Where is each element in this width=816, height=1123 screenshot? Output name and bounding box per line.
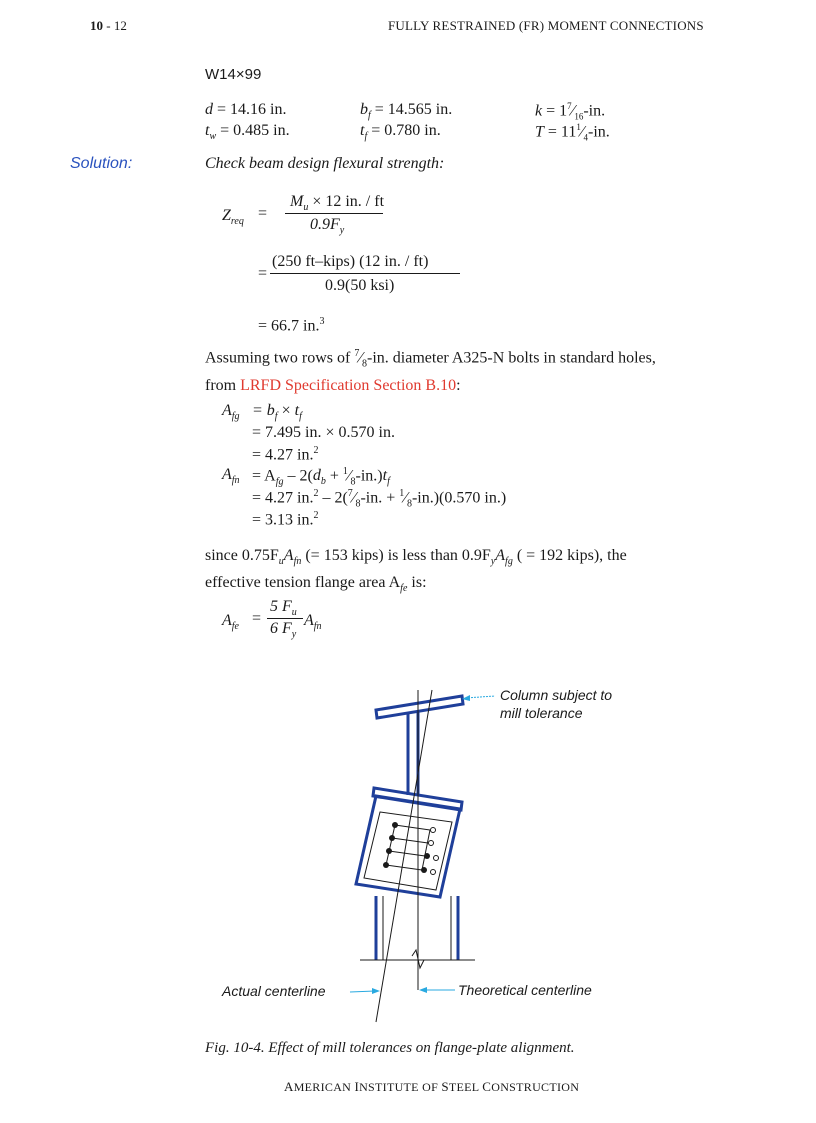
zreq-eq1: = [258, 205, 268, 222]
prop-bf: $b_f = 14.565$ in. [360, 101, 453, 122]
plate-inner [364, 812, 452, 890]
callout-column-line1: Column subject to [500, 687, 613, 703]
afg-l4: = $A_{fg} - 2(d_b$ + $^1⁄_8-in.)t_f$ [252, 466, 390, 488]
afe-eq: = [252, 610, 262, 627]
prop-tw: $t_w = 0.485$ in. [205, 122, 290, 143]
afe-num: 5 $F_u$ [270, 598, 297, 619]
zreq-num1: $M_u \times 12$ in. / ft [290, 193, 385, 214]
theoretical-callout-arrow [419, 987, 427, 993]
zreq-num2: (250 ft–kips) (12 in. / ft) [272, 253, 429, 270]
afg-l1: = $b_f \times t_f$ [252, 402, 302, 423]
section-shape: W14×99 [205, 66, 262, 83]
zreq-eq2: = [258, 265, 268, 282]
afe-lhs: $A_{fe}$ [222, 612, 239, 633]
afn-lhs: $A_{fn}$ [222, 466, 240, 487]
zreq-lhs: $Z_{req}$ [222, 207, 244, 228]
afe-den: 6 $F_y$ [270, 620, 297, 641]
callout-column-line2: mill tolerance [500, 705, 583, 721]
afg-l5: = 4.27 $in.^2 - 2(^7⁄_8-in$. + $^1⁄_8-in.)(0.570$ in.) [252, 488, 507, 510]
bolt-holes [429, 828, 439, 875]
callout-actual-centerline: Actual centerline [222, 983, 326, 999]
zreq-frac2 [270, 273, 460, 274]
figure-caption: Fig. 10-4. Effect of mill tolerances on flange-plate alignment. [205, 1040, 575, 1056]
zreq-den2: 0.9(50 ksi) [325, 277, 395, 294]
callout-theoretical-centerline: Theoretical centerline [458, 982, 592, 998]
afg-lhs: $A_{fg}$ [222, 402, 240, 423]
prop-tf: $t_f = 0.780$ in. [360, 122, 441, 143]
actual-callout-line [350, 991, 375, 992]
afg-l6: = 3.13 in.$^2$ [252, 510, 319, 529]
afe-frac [267, 618, 303, 619]
zreq-frac1 [285, 213, 383, 214]
actual-callout-arrow [372, 988, 380, 994]
lrfd-spec-link[interactable]: LRFD Specification Section B.10 [240, 376, 457, 394]
afg-l3: = 4.27 in.$^2$ [252, 445, 319, 464]
afe-afn: $A_{fn}$ [304, 612, 322, 633]
prop-d: d = 14.16 in. [205, 101, 287, 118]
prop-k: $k = 1^7⁄_{16}-in$. [535, 101, 606, 122]
paragraph-bolts: Assuming two rows of $^7⁄_8-in$. diameter A325-N bolts in standard holes, from LRFD Specification Section B.10: [205, 348, 656, 394]
zreq-result: = 66.7 in.$^3$ [258, 316, 325, 335]
prop-T: $T = 11^1⁄_4-in$. [535, 122, 610, 143]
solution-heading: Check beam design flexural strength: [205, 155, 445, 172]
afg-l2: = 7.495 in. × 0.570 in. [252, 424, 395, 441]
solution-label: Solution: [70, 155, 133, 172]
running-title: FULLY RESTRAINED (FR) MOMENT CONNECTIONS [388, 18, 704, 33]
zreq-den1: $0.9F_y$ [310, 216, 345, 237]
page-number: 10 - 12 [90, 18, 127, 33]
footer: AMERICAN INSTITUTE OF STEEL CONSTRUCTION [284, 1079, 580, 1094]
paragraph-since: since $0.75F_uA_{fn}$ (= 153 kips) is less than $0.9F_yA_{fg}$ ( = 192 kips), the effective tension flange area $A_{fe}$ is: [205, 547, 627, 595]
